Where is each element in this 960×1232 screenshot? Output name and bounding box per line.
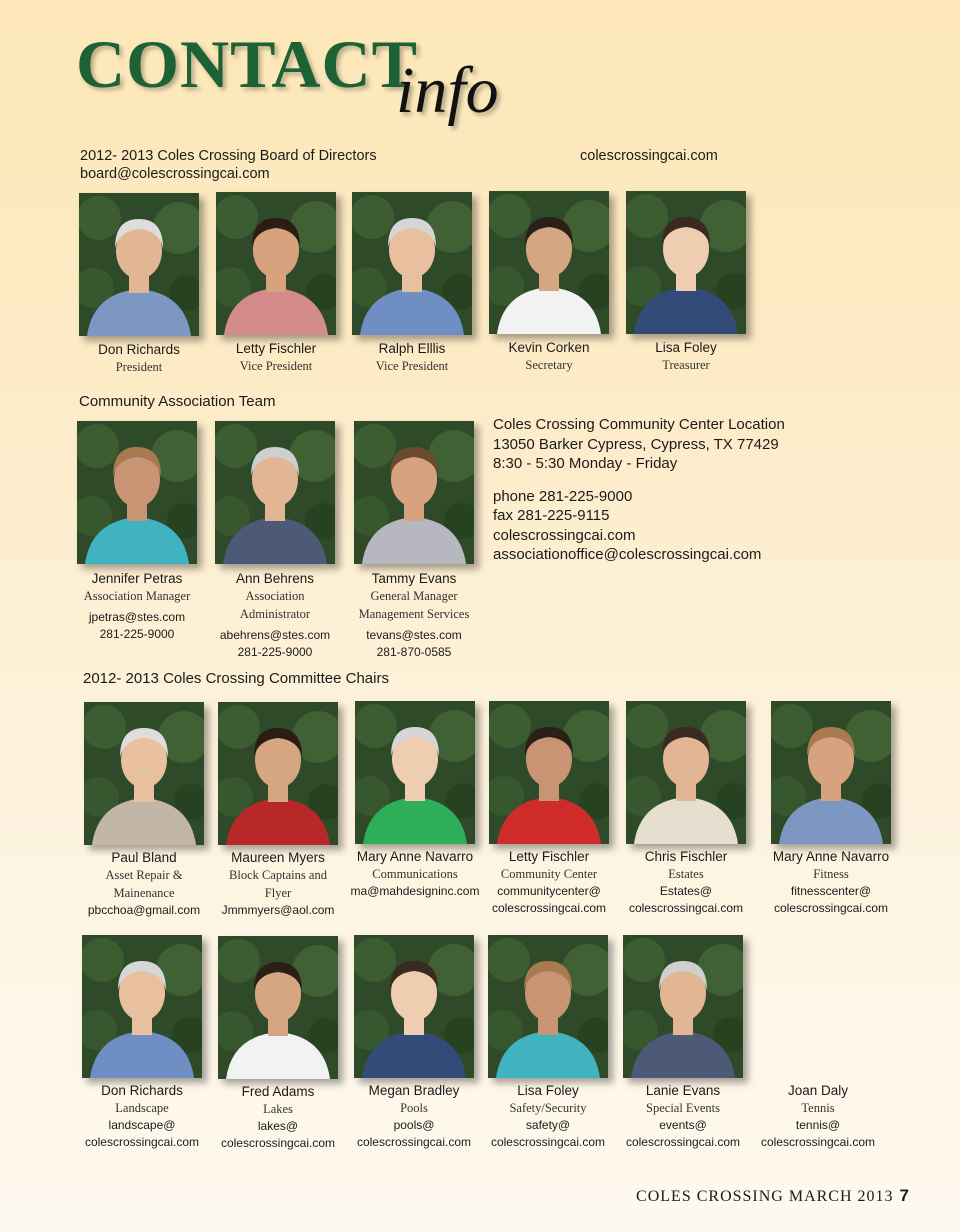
portrait-photo [216, 192, 336, 335]
team-heading: Community Association Team [79, 393, 276, 410]
portrait-photo [77, 421, 197, 564]
person-name: Chris Fischler [644, 849, 728, 864]
person-name: Lisa Foley [655, 340, 717, 355]
person-contact[interactable]: ma@mahdesigninc.com [350, 884, 480, 898]
person-role: President [115, 360, 163, 374]
person-name: Mary Anne Navarro [772, 849, 890, 864]
person-role: Safety/Security [509, 1101, 587, 1115]
person-card [69, 849, 219, 919]
person-role: Pools [400, 1101, 428, 1115]
person-contact[interactable]: landscape@ [108, 1118, 176, 1132]
person-card [611, 339, 761, 374]
person-contact-domain[interactable]: colescrossingcai.com [491, 901, 607, 915]
person-role: Communications [372, 867, 458, 881]
location-fax: fax 281-225-9115 [493, 507, 610, 524]
person-name: Don Richards [98, 342, 180, 357]
person-contact[interactable]: fitnesscenter@ [790, 884, 872, 898]
location-phone[interactable]: phone 281-225-9000 [493, 487, 633, 505]
person-role: Vice President [375, 359, 449, 373]
person-contact-domain[interactable]: colescrossingcai.com [356, 1135, 472, 1149]
person-card [62, 570, 212, 643]
portrait-photo [354, 421, 474, 564]
person-card [474, 848, 624, 917]
person-contact[interactable]: pbcchoa@gmail.com [87, 903, 201, 917]
board-heading: 2012- 2013 Coles Crossing Board of Directors [80, 148, 377, 164]
person-name: Don Richards [101, 1083, 183, 1098]
portrait-photo [218, 936, 338, 1079]
person-name: Lisa Foley [517, 1083, 579, 1098]
portrait-photo [623, 935, 743, 1078]
person-role: Vice President [239, 359, 313, 373]
person-card [608, 1082, 758, 1151]
person-contact[interactable]: pools@ [393, 1118, 435, 1132]
person-name: Megan Bradley [368, 1083, 460, 1098]
person-name: Ralph Elllis [378, 341, 446, 356]
person-role: Community Center [500, 867, 598, 881]
person-card [203, 849, 353, 919]
person-email[interactable]: tevans@stes.com [366, 628, 462, 642]
location-block [493, 415, 785, 565]
person-name: Ann Behrens [235, 571, 315, 586]
page-number: 7 [899, 1186, 910, 1205]
person-role: Association Administrator [239, 589, 311, 621]
person-contact-domain[interactable]: colescrossingcai.com [490, 1135, 606, 1149]
portrait-photo [626, 191, 746, 334]
person-role: Treasurer [662, 358, 710, 372]
person-card [474, 339, 624, 374]
person-phone: 281-225-9000 [99, 627, 175, 641]
location-address: 13050 Barker Cypress, Cypress, TX 77429 [493, 435, 779, 453]
person-role: Block Captains and Flyer [229, 868, 327, 900]
location-title: Coles Crossing Community Center Location [493, 416, 785, 433]
portrait-photo [771, 701, 891, 844]
person-card [473, 1082, 623, 1151]
portrait-photo [488, 935, 608, 1078]
location-website[interactable]: colescrossingcai.com [493, 526, 636, 544]
portrait-photo [626, 701, 746, 844]
person-card [337, 340, 487, 375]
person-contact-domain[interactable]: colescrossingcai.com [625, 1135, 741, 1149]
person-name: Mary Anne Navarro [356, 849, 474, 864]
portrait-photo [489, 191, 609, 334]
footer-publication: COLES CROSSING MARCH 2013 [636, 1188, 894, 1205]
person-card [339, 570, 489, 661]
person-role: Landscape [115, 1101, 169, 1115]
person-name: Paul Bland [111, 850, 177, 865]
location-email[interactable]: associationoffice@colescrossingcai.com [493, 546, 762, 563]
person-card [203, 1083, 353, 1152]
person-email[interactable]: abehrens@stes.com [219, 628, 331, 642]
person-contact[interactable]: communitycenter@ [497, 884, 601, 898]
person-contact[interactable]: Estates@ [659, 884, 713, 898]
portrait-photo [354, 935, 474, 1078]
person-card [611, 848, 761, 917]
person-card [339, 1082, 489, 1151]
portrait-photo [218, 702, 338, 845]
person-contact[interactable]: Jmmmyers@aol.com [221, 903, 335, 917]
person-card [64, 341, 214, 376]
person-role: Lakes [263, 1102, 293, 1116]
person-phone: 281-225-9000 [237, 645, 313, 659]
person-role: Tennis [801, 1101, 835, 1115]
person-card [340, 848, 490, 900]
person-role: Special Events [646, 1101, 720, 1115]
page-footer [636, 1186, 910, 1206]
person-name: Letty Fischler [508, 849, 590, 864]
person-email[interactable]: jpetras@stes.com [88, 610, 186, 624]
person-name: Joan Daly [787, 1083, 849, 1098]
person-role: Association Manager [83, 589, 191, 603]
board-email[interactable]: board@colescrossingcai.com [80, 166, 270, 182]
portrait-photo [79, 193, 199, 336]
person-phone: 281-870-0585 [376, 645, 452, 659]
person-name: Letty Fischler [235, 341, 317, 356]
person-card [743, 1082, 893, 1151]
portrait-photo [82, 935, 202, 1078]
person-card [756, 848, 906, 917]
portrait-photo [355, 701, 475, 844]
person-name: Tammy Evans [371, 571, 457, 586]
person-contact-domain[interactable]: colescrossingcai.com [760, 1135, 876, 1149]
committee-heading: 2012- 2013 Coles Crossing Committee Chairs [83, 670, 389, 687]
person-role: General Manager Management Services [358, 589, 470, 621]
person-contact[interactable]: safety@ [525, 1118, 571, 1132]
location-hours: 8:30 - 5:30 Monday - Friday [493, 455, 678, 472]
person-role: Fitness [813, 867, 849, 881]
person-role: Secretary [525, 358, 573, 372]
person-contact-domain[interactable]: colescrossingcai.com [84, 1135, 200, 1149]
person-contact[interactable]: lakes@ [257, 1119, 299, 1133]
person-card [201, 340, 351, 375]
page-title-script: info [396, 54, 499, 127]
portrait-photo [489, 701, 609, 844]
person-contact-domain[interactable]: colescrossingcai.com [220, 1136, 336, 1150]
person-contact[interactable]: tennis@ [795, 1118, 841, 1132]
page-title: CONTACT [76, 26, 418, 102]
person-name: Maureen Myers [231, 850, 325, 865]
person-contact-domain[interactable]: colescrossingcai.com [628, 901, 744, 915]
portrait-photo [84, 702, 204, 845]
person-role: Asset Repair & Mainenance [105, 868, 183, 900]
portrait-photo [215, 421, 335, 564]
person-name: Fred Adams [241, 1084, 315, 1099]
person-name: Lanie Evans [645, 1083, 721, 1098]
person-contact-domain[interactable]: colescrossingcai.com [773, 901, 889, 915]
person-role: Estates [668, 867, 704, 881]
person-name: Jennifer Petras [91, 571, 183, 586]
board-website[interactable]: colescrossingcai.com [580, 148, 718, 164]
person-card [200, 570, 350, 661]
portrait-photo [352, 192, 472, 335]
person-card [67, 1082, 217, 1151]
person-name: Kevin Corken [508, 340, 590, 355]
person-contact[interactable]: events@ [659, 1118, 707, 1132]
